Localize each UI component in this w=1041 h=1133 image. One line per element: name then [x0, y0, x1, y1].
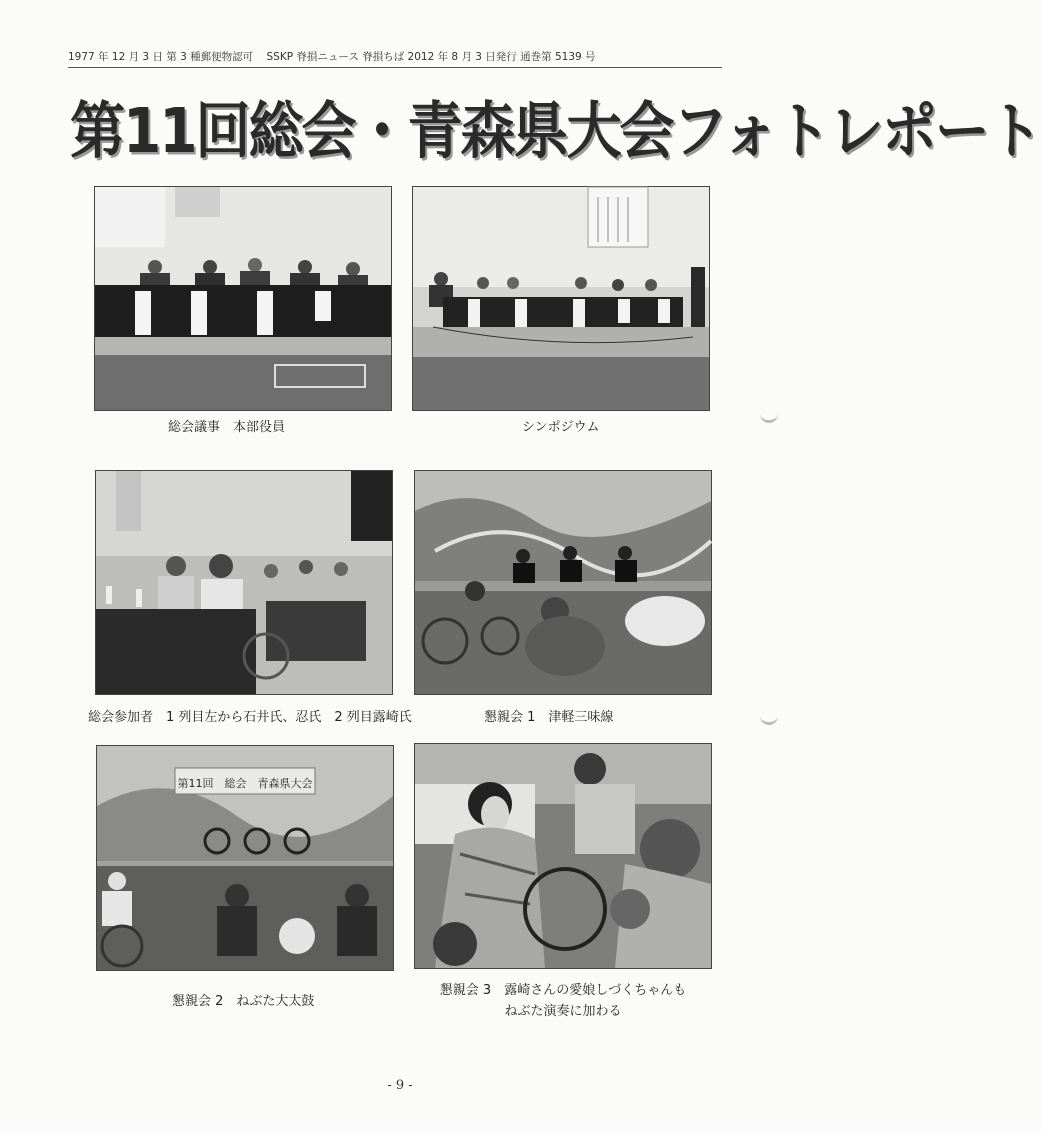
page-number: - 9 -: [387, 1078, 413, 1093]
photo-caption: シンポジウム: [522, 420, 600, 435]
issue-info-text: SSKP 脊損ニュース 脊損ちば 2012 年 8 月 3 日発行 通巻第 5139 号: [266, 51, 596, 63]
publication-header: [68, 49, 722, 68]
photo-reception-nebuta-drums: [96, 745, 394, 971]
photo-general-meeting-board: [94, 186, 392, 411]
photo-symposium: [412, 186, 710, 411]
photo-caption-multiline: [410, 980, 716, 1022]
page-title: 第11回総会・青森県大会フォトレポート: [70, 94, 1041, 167]
photo-caption: 懇親会 2 ねぶた大太鼓: [172, 994, 315, 1009]
photo-caption: 懇親会 1 津軽三味線: [484, 710, 614, 725]
photo-meeting-participants: [95, 470, 393, 695]
photo-reception-shamisen: [414, 470, 712, 695]
caption-line: ねぶた演奏に加わる: [504, 1004, 622, 1019]
binder-hole-mark: [760, 712, 778, 725]
binder-hole-mark: [760, 410, 778, 423]
photo-reception-daughter-performance: [414, 743, 712, 969]
photo-caption: 総会参加者 1 列目左から石井氏、忍氏 2 列目露崎氏: [88, 710, 412, 725]
event-banner-text: 第11回 総会 青森県大会: [177, 777, 313, 790]
postal-permit-text: 1977 年 12 月 3 日 第 3 種郵便物認可: [68, 51, 254, 63]
caption-line: 懇親会 3 露崎さんの愛娘しづくちゃんも: [439, 983, 687, 998]
photo-caption: 総会議事 本部役員: [168, 420, 286, 435]
